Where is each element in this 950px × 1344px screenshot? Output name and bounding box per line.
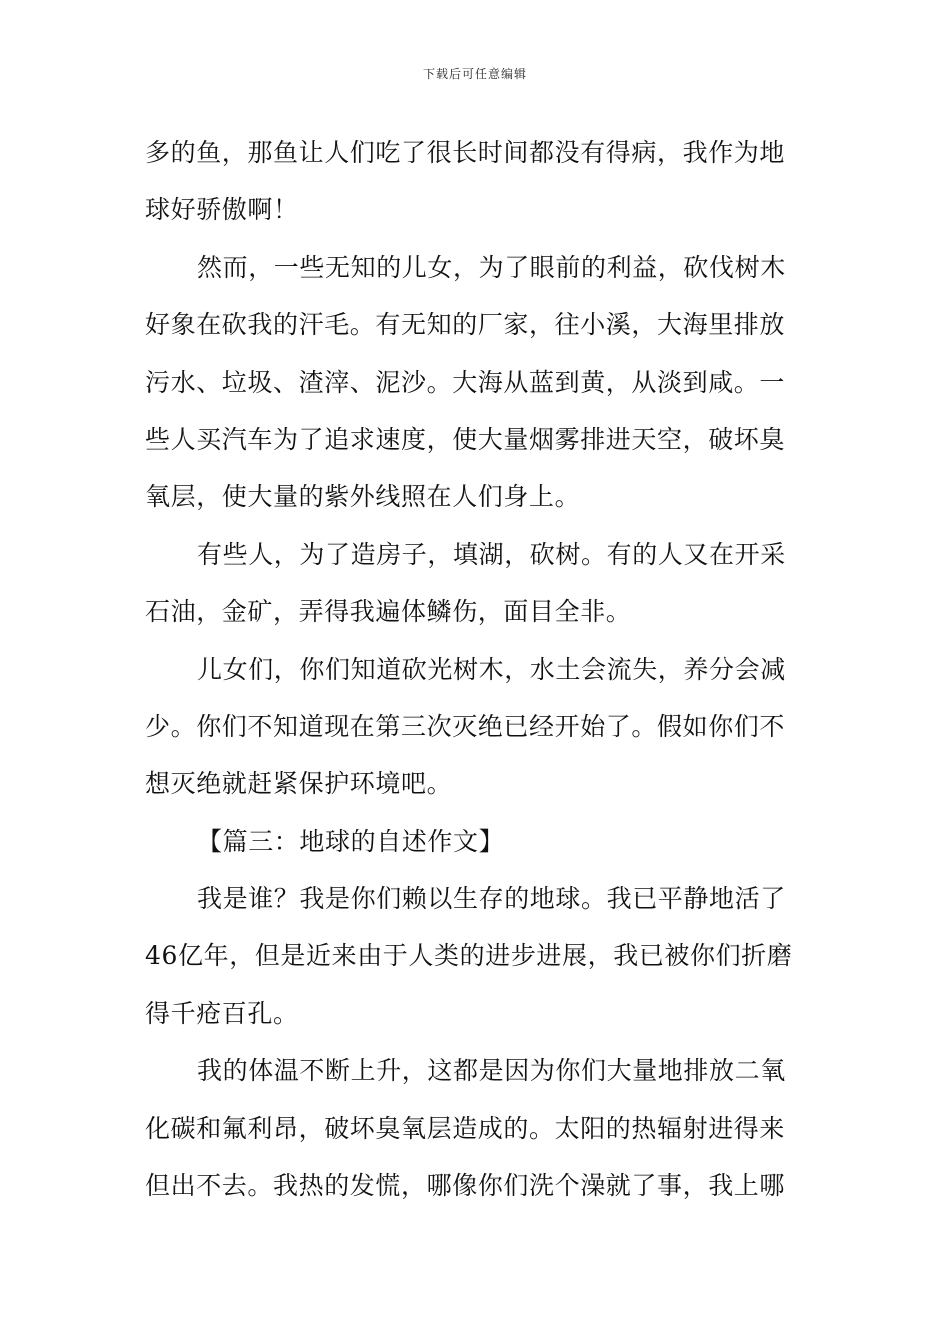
page-header: 下载后可任意编辑 bbox=[422, 67, 527, 81]
text-line: 多的鱼，那鱼让人们吃了很长时间都没有得病，我作为地 bbox=[145, 138, 786, 167]
text-line: 我的体温不断上升，这都是因为你们大量地排放二氧 bbox=[197, 1056, 786, 1086]
text-line: 好象在砍我的汗毛。有无知的厂家，往小溪，大海里排放 bbox=[145, 310, 786, 340]
text-line: 然而，一些无知的儿女，为了眼前的利益，砍伐树木 bbox=[197, 252, 786, 282]
text-line: 石油，金矿，弄得我遍体鳞伤，面目全非。 bbox=[145, 597, 632, 627]
text-line: 但出不去。我热的发慌，哪像你们洗个澡就了事，我上哪 bbox=[145, 1171, 786, 1201]
text-line: 46亿年，但是近来由于人类的进步进展，我已被你们折磨 bbox=[145, 941, 793, 971]
text-line: 少。你们不知道现在第三次灭绝已经开始了。假如你们不 bbox=[145, 711, 786, 741]
text-line: 我是谁？我是你们赖以生存的地球。我已平静地活了 bbox=[197, 884, 786, 914]
text-line: 污水、垃圾、渣滓、泥沙。大海从蓝到黄，从淡到咸。一 bbox=[145, 367, 786, 397]
text-line: 得千疮百孔。 bbox=[145, 998, 299, 1028]
text-line: 有些人，为了造房子，填湖，砍树。有的人又在开采 bbox=[197, 539, 786, 569]
text-line: 化碳和氟利昂，破坏臭氧层造成的。太阳的热辐射进得来 bbox=[145, 1113, 786, 1143]
text-line: 儿女们，你们知道砍光树木，水土会流失，养分会减 bbox=[197, 654, 786, 684]
text-line: 些人买汽车为了追求速度，使大量烟雾排进天空，破坏臭 bbox=[145, 424, 786, 454]
text-line: 氧层，使大量的紫外线照在人们身上。 bbox=[145, 482, 581, 512]
document-body bbox=[145, 124, 810, 1214]
section-heading: 【篇三：地球的自述作文】 bbox=[197, 826, 505, 856]
text-line: 想灭绝就赶紧保护环境吧。 bbox=[145, 769, 453, 799]
text-line: 球好骄傲啊！ bbox=[145, 195, 299, 225]
